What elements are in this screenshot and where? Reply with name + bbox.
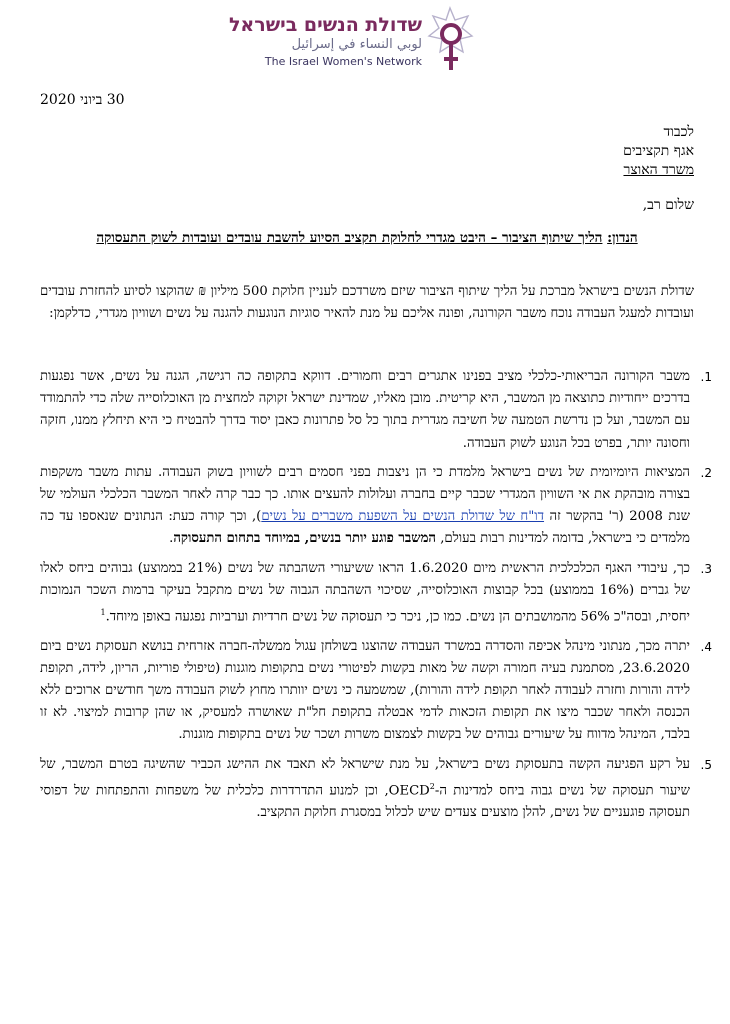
item-text: , וכן למנוע התדרדרות כלכלית של משפחות והתפתחות של דפוסי תעסוקה פוגעניים של נשים, להלן מוצעים צעדים שיש לכלול במסגרת חלוקת התקציב. — [40, 783, 690, 821]
item-text: כך, עיבודי האגף הכלכלכית הראשית מיום 1.6.2020 הראו ששיעורי השהבתה של נשים (21% בממוצע) גבוהים ביחס לאלו של גברים (16% בממוצע) בכל קבוצות האוכלוסייה, שסיכוי השהבתה הגבוה של נשים מתקבל בעיקר ברמות השכר הנמוכות יחסית, ובסה"כ 56% מהמושבתים הן נשים. כמו כן, ניכר כי תעסוקה של נשים חרדיות וערביות נפגעה באופן מיוחד. — [40, 560, 690, 625]
logo-english-name: The Israel Women's Network — [264, 55, 422, 68]
subject-text: הליך שיתוף הציבור – היבט מגדרי לחלוקת תקציב הסיוע להשבת עובדים ועובדות לשוק התעסוקה — [96, 230, 603, 246]
item-text: . — [169, 531, 174, 547]
item-text: משבר הקורונה הבריאותי-כלכלי מציב בפנינו אתגרים רבים וחמורים. דווקא בתקופה כה רגישה, הגנה על נשים, אשר נפגעות בדרכים ייחודיות כתוצאה מן המשבר, היא קריטית. מובן מאליו, שמדינת ישראל זקוקה למחצית מן האוכלוסייה שלה כדי להתמודד עם המשבר, ועל כן נדרשת הטמעה של חשיבה מגדרית בתוך כל סל פתרונות כאבן יסוד בדרך להבטיח כי היא תיחלץ ממנו, חזקה וחסונה יותר, בפרט בכל הנוגע לשוק העבודה. — [40, 369, 690, 451]
recipient-line: משרד האוצר — [623, 162, 694, 178]
item-text: יתרה מכך, מנתוני מינהל אכיפה והסדרה במשרד העבודה שהוצגו בשולחן עגול ממשלה-חברה אזרחית בנושא תעסוקת נשים ביום 23.6.2020, מסתמנת בעיה חמורה וקשה של מאות בקשות לפיטורי נשים בתקופות מוגנות (טיפולי פוריות, הריון, לידה, תקופת לידה והורות וחזרה לעבודה לאחר תקופת לידה והורות), שמשמעה כי נשים יוותרו מחוץ לשוק העבודה משך חודשים ארוכים ללא הכנסה ולאחר שכבר מיצו את תקופות הזכאות לדמי אבטלה בתקופת חל"ת שאושרה למעסיק, או שהן קרובות למיצוי. לא זו בלבד, המינהל מדווח על שיעורים גבוהים של בקשות לצמצום משרות ושכר של נשים בתקופות מוגנות. — [40, 638, 690, 743]
item-bold-text: המשבר פוגע יותר בנשים, במיוחד בתחום התעסוקה — [173, 531, 437, 547]
item-number: 4. — [700, 639, 712, 654]
footnote-ref[interactable]: 1 — [100, 608, 106, 618]
logo-text — [229, 14, 422, 70]
item-text: המציאות היומיומית של נשים בישראל מלמדת כי הן ניצבות בפני חסמים רבים לשוויון בשוק העבודה. עתות משבר משקפות בצורה מובהקת את אי השוויון המגדרי שכבר קיים בחברה ועלולות להעצים אותו. כך כבר קרה לאחר המשבר הכלכלי העולמי של שנת 2008 (ר' בהקשר זה — [40, 464, 690, 525]
logo-arabic-name: لوبي النساء في إسرائيل — [291, 37, 422, 52]
list-item — [40, 558, 712, 629]
numbered-list — [40, 366, 712, 832]
list-item — [40, 754, 712, 825]
recipient-address — [623, 123, 694, 180]
recipient-line: לכבוד — [663, 124, 694, 140]
subject-label: הנדון: — [607, 230, 638, 246]
item-number: 5. — [700, 757, 712, 772]
list-item — [40, 462, 712, 551]
list-item — [40, 366, 712, 455]
recipient-line: אגף תקציבים — [623, 143, 694, 159]
list-item — [40, 636, 712, 747]
logo-hebrew-name: שדולת הנשים בישראל — [228, 14, 422, 36]
letter-date: 30 ביוני 2020 — [40, 92, 125, 108]
item-text: על רקע הפגיעה הקשה בתעסוקת נשים בישראל, על מנת שישראל לא תאבד את ההישג הכביר שהשיגה בטרם המשבר, של שיעור תעסוקה של נשים גבוה ביחס למדינות ה-OECD — [40, 756, 690, 799]
organization-logo — [228, 6, 472, 76]
greeting: שלום רב, — [642, 197, 694, 213]
report-link[interactable]: דו"ח של שדולת הנשים על השפעת משברים על נשים — [261, 509, 545, 525]
item-text: ), וכך קורה כעת: הנתונים שנאספו עד כה מלמדים כי בישראל, בדומה למדינות רבות בעולם, — [40, 509, 690, 547]
venus-star-icon — [426, 6, 474, 76]
footnote-ref[interactable]: 2 — [429, 781, 435, 791]
intro-paragraph: שדולת הנשים בישראל מברכת על הליך שיתוף הציבור שיזם משרדכם לעניין חלוקת 500 מיליון ₪ שהוקצו לסיוע להחזרת עובדים ועובדות למעגל העבודה נוכח משבר הקורונה, ופונה אליכם על מנת להאיר סוגיות הנוגעות להגנה על נשים ושוויון מגדרי, כדלקמן: — [40, 284, 694, 321]
item-number: 2. — [700, 465, 712, 480]
item-number: 3. — [700, 561, 712, 576]
subject-line — [40, 229, 694, 248]
item-number: 1. — [700, 370, 712, 384]
